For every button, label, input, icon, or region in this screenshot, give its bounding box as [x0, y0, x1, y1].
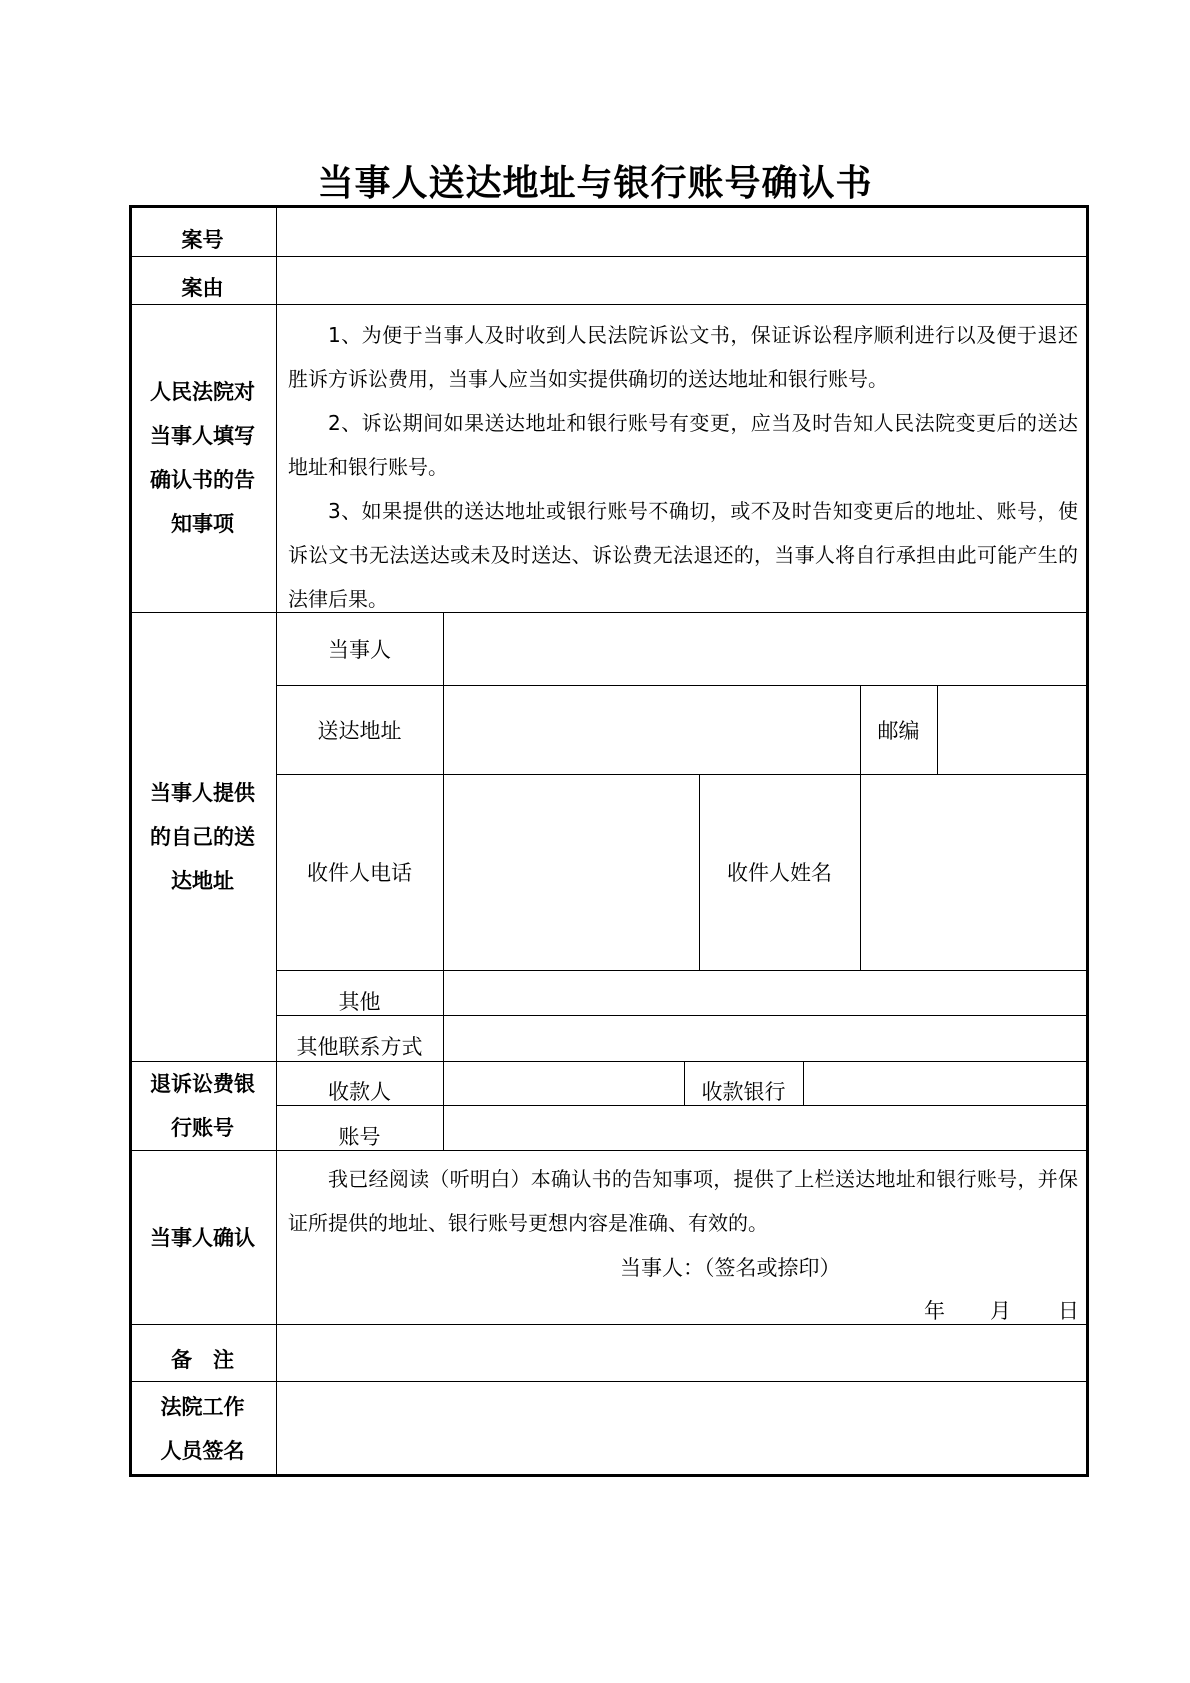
- case-cause-field[interactable]: [278, 258, 1086, 303]
- court-staff-signature-field[interactable]: [278, 1383, 1086, 1474]
- notice-item: 1、为便于当事人及时收到人民法院诉讼文书，保证诉讼程序顺利进行以及便于退还胜诉方诉讼费用，当事人应当如实提供确切的送达地址和银行账号。: [288, 323, 1078, 391]
- payee-bank-label: 收款银行: [701, 1079, 786, 1104]
- row-divider: [276, 970, 1089, 971]
- case-number-label: 案号: [181, 228, 224, 252]
- other-field[interactable]: [445, 972, 1087, 1014]
- column-divider: [803, 1061, 804, 1105]
- notice-item: 2、诉讼期间如果送达地址和银行账号有变更，应当及时告知人民法院变更后的送达地址和银行账号。: [288, 411, 1078, 479]
- notice-item: 3、如果提供的送达地址或银行账号不确切，或不及时告知变更后的地址、账号，使诉讼文书无法送达或未及时送达、诉讼费无法退还的，当事人将自行承担由此可能产生的法律后果。: [288, 499, 1078, 611]
- address-heading-line: 的自己的送: [150, 824, 255, 849]
- refund-heading-line: 退诉讼费银: [150, 1071, 255, 1096]
- remarks-field[interactable]: [278, 1326, 1086, 1380]
- notice-heading-line: 确认书的告: [150, 468, 255, 492]
- notice-heading-line: 当事人填写: [150, 424, 255, 448]
- other-label: 其他: [338, 989, 381, 1014]
- account-label: 账号: [338, 1124, 381, 1149]
- signature-line: 当事人：（签名或捺印）: [620, 1256, 841, 1280]
- payee-field[interactable]: [445, 1063, 683, 1104]
- recipient-phone-field[interactable]: [445, 776, 698, 969]
- address-heading-line: 达地址: [171, 868, 234, 893]
- date-day: 日: [1058, 1299, 1079, 1323]
- postcode-label: 邮编: [877, 718, 920, 743]
- postcode-field[interactable]: [939, 687, 1087, 773]
- date-month: 月: [990, 1299, 1011, 1323]
- court-staff-heading: [129, 1381, 276, 1477]
- address-field[interactable]: [445, 687, 859, 773]
- other-contact-field[interactable]: [445, 1017, 1087, 1060]
- row-divider: [129, 1324, 1089, 1325]
- column-divider: [443, 612, 444, 1150]
- refund-heading-line: 行账号: [171, 1115, 234, 1140]
- document-title: 当事人送达地址与银行账号确认书: [317, 163, 873, 204]
- address-heading-line: 当事人提供: [150, 780, 255, 805]
- confirm-text: 我已经阅读（听明白）本确认书的告知事项，提供了上栏送达地址和银行账号，并保证所提供的地址、银行账号更想内容是准确、有效的。: [288, 1167, 1078, 1235]
- court-staff-heading-line: 人员签名: [160, 1439, 245, 1463]
- remarks-label: 备 注: [171, 1347, 234, 1372]
- case-cause-label: 案由: [181, 276, 224, 300]
- other-contact-label: 其他联系方式: [296, 1034, 423, 1059]
- recipient-name-label: 收件人姓名: [727, 861, 832, 885]
- account-field[interactable]: [445, 1107, 1087, 1149]
- case-number-field[interactable]: [278, 208, 1086, 255]
- notice-heading-line: 知事项: [171, 512, 234, 536]
- payee-label: 收款人: [328, 1079, 391, 1104]
- address-heading: [129, 612, 276, 1061]
- confirm-heading: 当事人确认: [150, 1226, 255, 1250]
- column-divider: [937, 685, 938, 774]
- recipient-name-field[interactable]: [862, 776, 1087, 969]
- notice-heading: [129, 304, 276, 612]
- address-label: 送达地址: [317, 718, 402, 743]
- date-year: 年: [924, 1299, 945, 1323]
- refund-heading: [129, 1061, 276, 1150]
- payee-bank-field[interactable]: [805, 1063, 1087, 1104]
- court-staff-heading-line: 法院工作: [160, 1395, 245, 1419]
- recipient-phone-label: 收件人电话: [307, 861, 412, 885]
- party-label: 当事人: [328, 637, 391, 662]
- notice-heading-line: 人民法院对: [150, 380, 255, 404]
- party-field[interactable]: [445, 614, 1087, 684]
- notice-items: [288, 313, 1078, 621]
- confirm-statement: [288, 1157, 1078, 1245]
